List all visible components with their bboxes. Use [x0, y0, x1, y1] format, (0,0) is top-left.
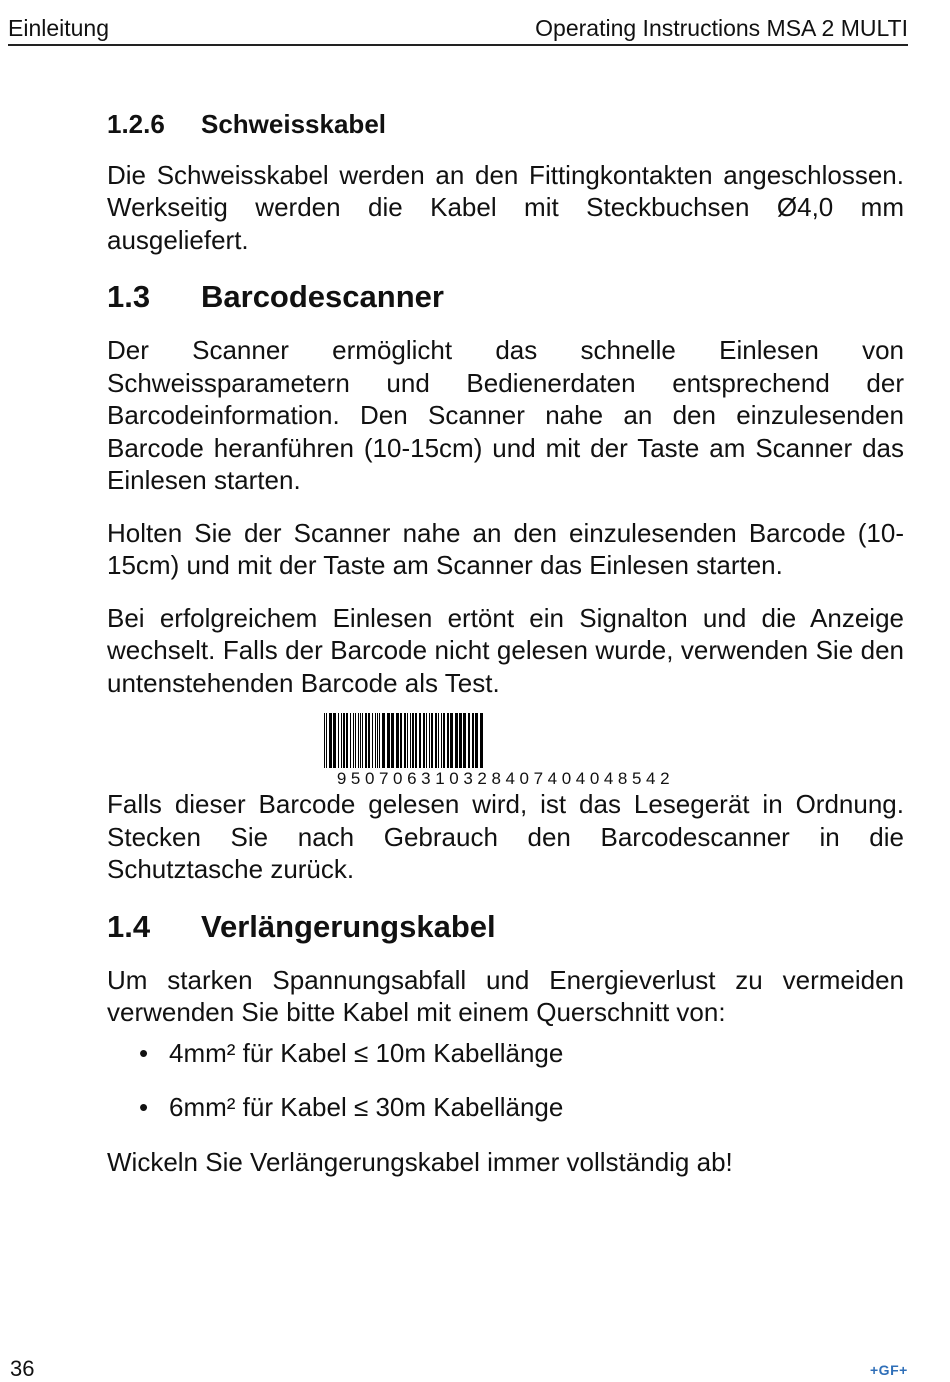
section-title: Verlängerungskabel — [201, 908, 496, 944]
paragraph-unwind-warning: Wickeln Sie Verlängerungskabel immer vollständig ab! — [107, 1146, 733, 1177]
section-title: Schweisskabel — [201, 109, 386, 139]
header-chapter: Einleitung — [8, 15, 110, 41]
list-item-text: 6mm² für Kabel ≤ 30m Kabellänge — [169, 1092, 564, 1122]
header-document-title: Operating Instructions MSA 2 MULTI — [535, 15, 908, 41]
paragraph-scanner-hold: Holten Sie der Scanner nahe an den einzulesenden Barcode (10-15cm) und mit der Taste am Scanner das Einlesen starten. — [107, 517, 904, 580]
paragraph-scanner-intro: Der Scanner ermöglicht das schnelle Einlesen von Schweissparametern und Bedienerdaten entsprechend der Barcodeinformation. Den Scanner nahe an den einzulesenden Barcode heranführen (10-15cm) und mit der Taste am Scanner das Einlesen starten. — [107, 335, 904, 495]
page-content — [107, 108, 904, 1198]
paragraph-extension-cable: Um starken Spannungsabfall und Energieverlust zu vermeiden verwenden Sie bitte Kabel mit einem Querschnitt von: — [107, 964, 904, 1027]
paragraph-scanner-success: Bei erfolgreichem Einlesen ertönt ein Signalton und die Anzeige wechselt. Falls der Barcode nicht gelesen wurde, verwenden Sie den untenstehenden Barcode als Test. — [107, 602, 904, 698]
gf-logo: +GF+ — [870, 1362, 908, 1378]
test-barcode — [322, 713, 689, 788]
section-number: 1.4 — [107, 908, 151, 944]
section-heading-1-4 — [107, 908, 904, 946]
page-header — [8, 14, 908, 46]
list-item-text: 4mm² für Kabel ≤ 10m Kabellänge — [169, 1037, 564, 1068]
section-heading-1-3 — [107, 278, 904, 316]
bullet-icon: • — [139, 1092, 149, 1122]
list-item — [107, 1037, 904, 1070]
section-number: 1.2.6 — [107, 109, 165, 139]
barcode-digits: 950706310328407404048542 — [336, 769, 675, 788]
section-heading-1-2-6 — [107, 108, 904, 141]
list-item — [107, 1091, 904, 1124]
paragraph-schweisskabel: Die Schweisskabel werden an den Fittingkontakten angeschlossen. Werkseitig werden die Kabel mit Steckbuchsen Ø4,0 mm ausgeliefert. — [107, 159, 904, 255]
section-title: Barcodescanner — [201, 279, 444, 314]
paragraph-scanner-ok: Falls dieser Barcode gelesen wird, ist das Lesegerät in Ordnung. Stecken Sie nach Gebrauch den Barcodescanner in die Schutztasche zurück. — [107, 789, 904, 884]
section-number: 1.3 — [107, 279, 151, 314]
page-number: 36 — [10, 1356, 35, 1381]
cable-spec-list — [107, 1037, 904, 1124]
bullet-icon: • — [139, 1037, 149, 1068]
barcode-image — [322, 713, 689, 768]
